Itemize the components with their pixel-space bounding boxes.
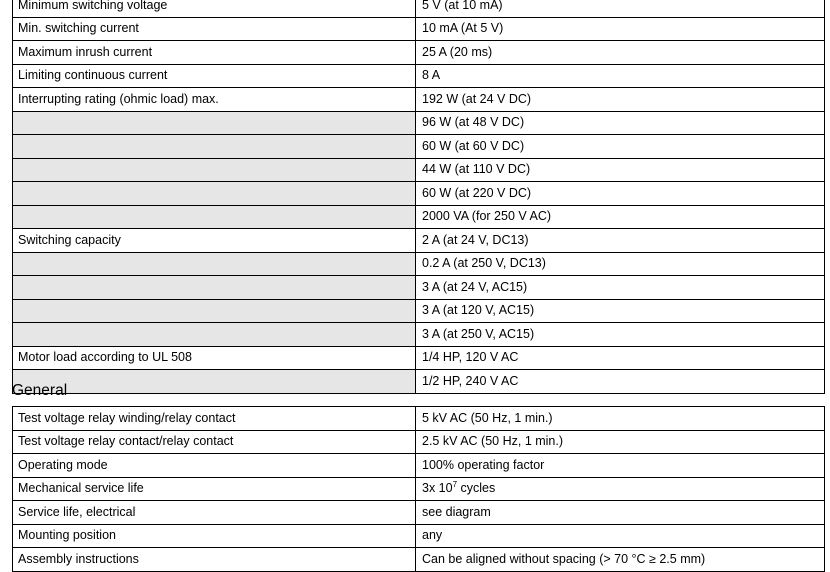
param-label-empty	[13, 252, 416, 276]
param-value: 1/2 HP, 240 V AC	[416, 370, 825, 394]
param-value: 60 W (at 220 V DC)	[416, 182, 825, 206]
table-row	[13, 158, 825, 182]
param-label-empty	[13, 299, 416, 323]
table-row	[13, 276, 825, 300]
param-value: 0.2 A (at 250 V, DC13)	[416, 252, 825, 276]
param-label: Test voltage relay contact/relay contact	[13, 430, 416, 454]
param-value: see diagram	[416, 501, 825, 525]
table-row	[13, 524, 825, 548]
table-row	[13, 205, 825, 229]
param-label-empty	[13, 158, 416, 182]
table-row	[13, 229, 825, 253]
table-row	[13, 323, 825, 347]
param-label-empty	[13, 370, 416, 394]
param-value: Can be aligned without spacing (> 70 °C ≥ 2.5 mm)	[416, 548, 825, 572]
contact-data-table	[12, 0, 825, 394]
param-value	[416, 477, 825, 501]
table-row	[13, 477, 825, 501]
table-row	[13, 346, 825, 370]
table-row	[13, 111, 825, 135]
section-heading-general: General	[12, 382, 68, 399]
general-table	[12, 406, 825, 572]
param-label: Motor load according to UL 508	[13, 346, 416, 370]
table-row	[13, 407, 825, 431]
param-label: Mechanical service life	[13, 477, 416, 501]
param-value: 100% operating factor	[416, 454, 825, 478]
param-value: 10 mA (At 5 V)	[416, 17, 825, 41]
param-value: 5 kV AC (50 Hz, 1 min.)	[416, 407, 825, 431]
param-label: Service life, electrical	[13, 501, 416, 525]
param-value: 3 A (at 24 V, AC15)	[416, 276, 825, 300]
param-label: Min. switching current	[13, 17, 416, 41]
param-value: 44 W (at 110 V DC)	[416, 158, 825, 182]
param-label: Assembly instructions	[13, 548, 416, 572]
table-row	[13, 454, 825, 478]
param-label: Minimum switching voltage	[13, 0, 416, 17]
table-row	[13, 17, 825, 41]
param-label-empty	[13, 111, 416, 135]
param-label: Test voltage relay winding/relay contact	[13, 407, 416, 431]
table-row	[13, 501, 825, 525]
param-label: Limiting continuous current	[13, 64, 416, 88]
value-suffix: cycles	[457, 481, 496, 496]
param-value: 5 V (at 10 mA)	[416, 0, 825, 17]
value-exponent: 7	[452, 480, 458, 490]
param-label: Mounting position	[13, 524, 416, 548]
param-value: 25 A (20 ms)	[416, 41, 825, 65]
param-value: 2 A (at 24 V, DC13)	[416, 229, 825, 253]
table-row	[13, 548, 825, 572]
param-value: 3 A (at 250 V, AC15)	[416, 323, 825, 347]
table-row	[13, 135, 825, 159]
param-value: 3 A (at 120 V, AC15)	[416, 299, 825, 323]
param-label: Interrupting rating (ohmic load) max.	[13, 88, 416, 112]
param-label-empty	[13, 276, 416, 300]
table-row	[13, 182, 825, 206]
param-label-empty	[13, 323, 416, 347]
param-label-empty	[13, 135, 416, 159]
param-value: 2000 VA (for 250 V AC)	[416, 205, 825, 229]
table-row	[13, 64, 825, 88]
table-row	[13, 252, 825, 276]
param-value: 1/4 HP, 120 V AC	[416, 346, 825, 370]
param-label-empty	[13, 205, 416, 229]
param-value: 192 W (at 24 V DC)	[416, 88, 825, 112]
param-value: 2.5 kV AC (50 Hz, 1 min.)	[416, 430, 825, 454]
param-value: 8 A	[416, 64, 825, 88]
table-row	[13, 0, 825, 17]
param-label: Maximum inrush current	[13, 41, 416, 65]
table-row	[13, 299, 825, 323]
table-row	[13, 430, 825, 454]
param-label-empty	[13, 182, 416, 206]
param-value: 96 W (at 48 V DC)	[416, 111, 825, 135]
value-prefix: 3x 10	[422, 481, 453, 496]
param-value: any	[416, 524, 825, 548]
param-label: Operating mode	[13, 454, 416, 478]
param-value: 60 W (at 60 V DC)	[416, 135, 825, 159]
table-row	[13, 41, 825, 65]
table-row	[13, 88, 825, 112]
table-row	[13, 370, 825, 394]
param-label: Switching capacity	[13, 229, 416, 253]
